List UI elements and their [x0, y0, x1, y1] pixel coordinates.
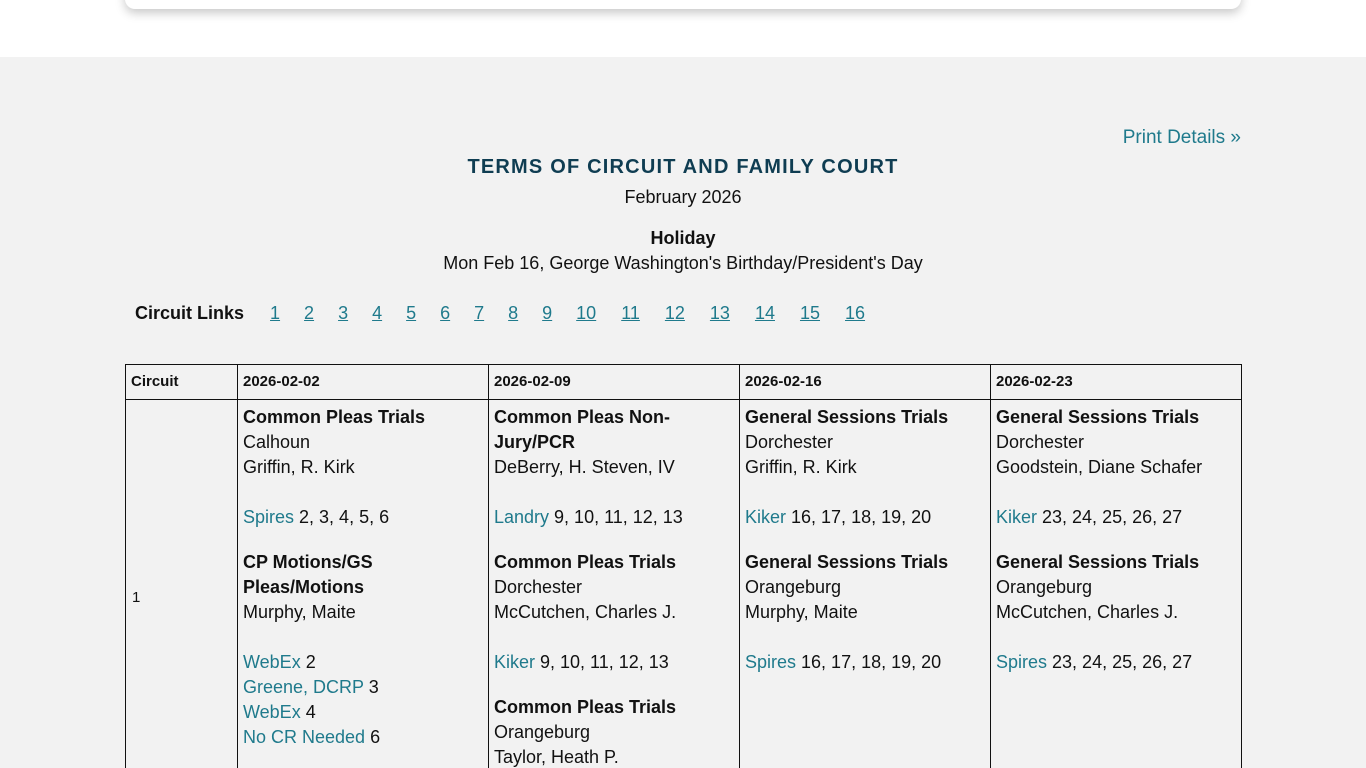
circuit-link-1[interactable]: 1 — [270, 303, 281, 323]
spacer — [243, 480, 483, 505]
term-county: Orangeburg — [996, 577, 1093, 597]
reporter-days: 2 — [300, 652, 316, 672]
spacer — [243, 625, 483, 650]
circuit-link-16[interactable]: 16 — [845, 303, 866, 323]
court-reporter-line — [243, 725, 483, 750]
spacer — [745, 625, 985, 650]
circuit-link-10[interactable]: 10 — [576, 303, 597, 323]
circuit-number-cell: 1 — [126, 400, 238, 768]
reporter-days: 2, 3, 4, 5, 6 — [294, 507, 390, 527]
court-term-entry — [243, 405, 483, 530]
reporter-days: 23, 24, 25, 26, 27 — [1037, 507, 1183, 527]
holiday-label: Holiday — [650, 228, 716, 248]
court-term-entry — [996, 405, 1236, 530]
spacer — [494, 480, 734, 505]
column-header-week-3: 2026-02-16 — [740, 365, 991, 400]
term-type: Common Pleas Non-Jury/PCR — [494, 407, 671, 452]
term-judge: DeBerry, H. Steven, IV — [494, 457, 675, 477]
court-reporter-link[interactable]: Spires — [996, 652, 1048, 672]
term-judge: Griffin, R. Kirk — [745, 457, 857, 477]
term-judge: Murphy, Maite — [243, 602, 356, 622]
term-judge: Goodstein, Diane Schafer — [996, 457, 1203, 477]
week-cell — [740, 400, 991, 768]
column-header-week-4: 2026-02-23 — [991, 365, 1242, 400]
page-title: TERMS OF CIRCUIT AND FAMILY COURT — [467, 156, 899, 178]
court-reporter-line — [745, 505, 985, 530]
circuit-link-9[interactable]: 9 — [542, 303, 553, 323]
column-header-week-1: 2026-02-02 — [238, 365, 489, 400]
court-reporter-link[interactable]: Kiker — [494, 652, 536, 672]
court-reporter-line — [243, 700, 483, 725]
court-reporter-link[interactable]: Spires — [745, 652, 797, 672]
term-type: General Sessions Trials — [996, 407, 1200, 427]
circuit-link-8[interactable]: 8 — [508, 303, 519, 323]
court-term-entry — [996, 550, 1236, 675]
court-reporter-line — [494, 505, 734, 530]
circuit-link-14[interactable]: 14 — [754, 303, 775, 323]
court-reporter-link[interactable]: No CR Needed — [243, 727, 366, 747]
court-reporter-line — [494, 650, 734, 675]
court-reporter-line — [996, 650, 1236, 675]
terms-table — [125, 364, 1242, 768]
term-county: Orangeburg — [494, 722, 591, 742]
court-reporter-link[interactable]: Greene, DCRP — [243, 677, 364, 697]
court-term-entry — [494, 550, 734, 675]
court-term-entry — [745, 405, 985, 530]
circuit-link-2[interactable]: 2 — [304, 303, 315, 323]
circuit-link-7[interactable]: 7 — [474, 303, 485, 323]
table-header-row — [126, 365, 1242, 400]
circuit-link-4[interactable]: 4 — [372, 303, 383, 323]
court-term-entry — [494, 695, 734, 768]
header-card — [125, 0, 1241, 9]
circuit-link-13[interactable]: 13 — [709, 303, 730, 323]
week-cell — [238, 400, 489, 768]
court-reporter-line — [243, 675, 483, 700]
spacer — [494, 625, 734, 650]
page-header-band — [0, 0, 1366, 57]
term-county: Dorchester — [494, 577, 583, 597]
term-type: General Sessions Trials — [996, 552, 1200, 572]
week-cell — [489, 400, 740, 768]
term-judge: McCutchen, Charles J. — [996, 602, 1179, 622]
term-type: CP Motions/GS Pleas/Motions — [243, 552, 373, 597]
circuit-links-list — [270, 303, 865, 324]
spacer — [996, 625, 1236, 650]
term-county: Calhoun — [243, 432, 311, 452]
court-reporter-link[interactable]: Kiker — [996, 507, 1038, 527]
table-row — [126, 400, 1242, 768]
term-type: General Sessions Trials — [745, 552, 949, 572]
reporter-days: 4 — [300, 702, 316, 722]
term-type: Common Pleas Trials — [494, 697, 677, 717]
reporter-days: 9, 10, 11, 12, 13 — [549, 507, 683, 527]
holiday-text: Mon Feb 16, George Washington's Birthday/President's Day — [443, 253, 923, 273]
column-header-week-2: 2026-02-09 — [489, 365, 740, 400]
circuit-link-6[interactable]: 6 — [440, 303, 451, 323]
term-judge: Murphy, Maite — [745, 602, 858, 622]
court-term-entry — [745, 550, 985, 675]
term-county: Orangeburg — [745, 577, 842, 597]
term-judge: Taylor, Heath P. — [494, 747, 619, 767]
reporter-days: 23, 24, 25, 26, 27 — [1047, 652, 1193, 672]
court-reporter-link[interactable]: Spires — [243, 507, 295, 527]
court-reporter-link[interactable]: Kiker — [745, 507, 787, 527]
term-type: Common Pleas Trials — [494, 552, 677, 572]
circuit-link-3[interactable]: 3 — [338, 303, 349, 323]
court-term-entry — [243, 550, 483, 750]
court-reporter-link[interactable]: Landry — [494, 507, 550, 527]
circuit-link-15[interactable]: 15 — [799, 303, 821, 323]
court-reporter-link[interactable]: WebEx — [243, 652, 301, 672]
term-county: Dorchester — [996, 432, 1085, 452]
reporter-days: 6 — [365, 727, 381, 747]
term-type: Common Pleas Trials — [243, 407, 426, 427]
print-details-link[interactable]: Print Details » — [1122, 127, 1241, 148]
reporter-days: 16, 17, 18, 19, 20 — [796, 652, 942, 672]
circuit-link-12[interactable]: 12 — [664, 303, 685, 323]
week-cell — [991, 400, 1242, 768]
circuit-links-label: Circuit Links — [135, 303, 245, 323]
term-type: General Sessions Trials — [745, 407, 949, 427]
court-reporter-line — [243, 650, 483, 675]
circuit-links-nav — [135, 303, 865, 324]
spacer — [996, 480, 1236, 505]
reporter-days: 3 — [363, 677, 379, 697]
month-label: February 2026 — [624, 187, 742, 207]
term-judge: McCutchen, Charles J. — [494, 602, 677, 622]
court-reporter-line — [745, 650, 985, 675]
reporter-days: 9, 10, 11, 12, 13 — [535, 652, 669, 672]
circuit-link-11[interactable]: 11 — [621, 303, 640, 323]
term-judge: Griffin, R. Kirk — [243, 457, 355, 477]
court-term-entry — [494, 405, 734, 530]
court-reporter-line — [243, 505, 483, 530]
court-reporter-link[interactable]: WebEx — [243, 702, 301, 722]
term-county: Dorchester — [745, 432, 834, 452]
reporter-days: 16, 17, 18, 19, 20 — [786, 507, 932, 527]
spacer — [745, 480, 985, 505]
court-reporter-line — [996, 505, 1236, 530]
column-header-circuit: Circuit — [126, 365, 238, 400]
circuit-link-5[interactable]: 5 — [406, 303, 417, 323]
